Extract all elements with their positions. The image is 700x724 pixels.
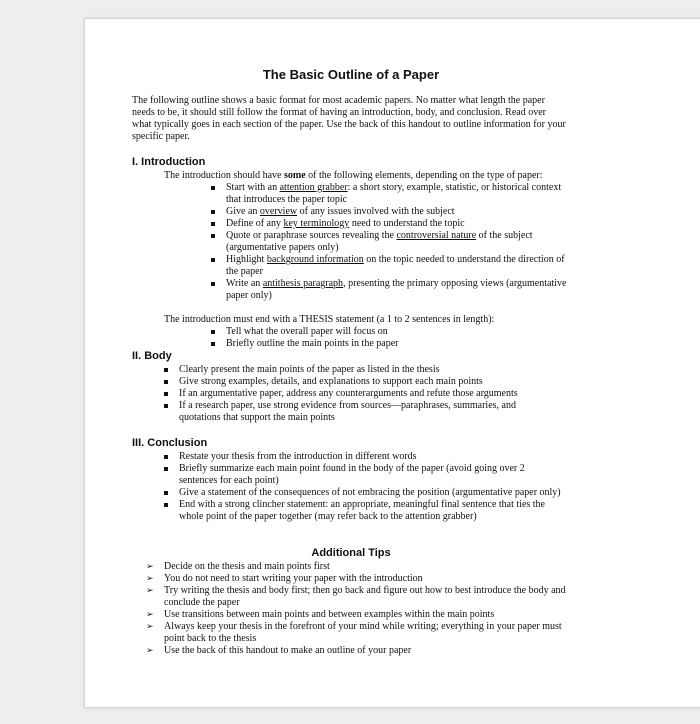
list-item: ➢ Try writing the thesis and body first; then go back and figure out how to best introduce the body and conclude the paper	[146, 585, 566, 608]
list-item: ➢ Use the back of this handout to make an outline of your paper	[146, 645, 412, 656]
conclusion-list	[164, 451, 564, 523]
intro-paragraph: The following outline shows a basic format for most academic papers. No matter what length the paper needs to be, it should still follow the format of having an introduction, body, and conclusion. Read over what typically goes in each section of the paper. Use the back of this handout to outline information for your specific paper.	[132, 95, 566, 142]
tips-list	[146, 561, 578, 657]
list-item: If an argumentative paper, address any counterarguments and refute those arguments	[164, 388, 544, 400]
body-list	[164, 364, 544, 424]
introduction-elements-list	[211, 182, 569, 302]
conclusion-heading: III. Conclusion	[132, 437, 208, 449]
list-item: Write an antithesis paragraph, presenting the primary opposing views (argumentative paper only)	[211, 278, 569, 302]
list-item: Define of any key terminology need to understand the topic	[211, 218, 569, 230]
list-item: ➢ Always keep your thesis in the forefront of your mind while writing; everything in your paper must point back to the thesis	[146, 621, 562, 644]
list-item: Briefly summarize each main point found in the body of the paper (avoid going over 2 sentences for each point)	[164, 463, 564, 487]
list-item: ➢ You do not need to start writing your paper with the introduction	[146, 573, 423, 584]
list-item: Start with an attention grabber: a short story, example, statistic, or historical context that introduces the paper topic	[211, 182, 569, 206]
list-item: Clearly present the main points of the paper as listed in the thesis	[164, 364, 544, 376]
list-item: Restate your thesis from the introduction in different words	[164, 451, 564, 463]
additional-tips-heading: Additional Tips	[311, 547, 391, 559]
list-item: Give a statement of the consequences of not embracing the position (argumentative paper only)	[164, 487, 564, 499]
document-title: The Basic Outline of a Paper	[262, 67, 440, 82]
list-item: If a research paper, use strong evidence from sources—paraphrases, summaries, and quotations that support the main points	[164, 400, 544, 424]
introduction-heading: I. Introduction	[132, 156, 206, 168]
list-item: End with a strong clincher statement: an appropriate, meaningful final sentence that ties the whole point of the paper together (may refer back to the attention grabber)	[164, 499, 564, 523]
arrow-bullet-icon: ➢	[146, 574, 154, 584]
list-item: Tell what the overall paper will focus on	[211, 326, 569, 338]
document-page	[84, 18, 700, 708]
arrow-bullet-icon: ➢	[146, 622, 154, 632]
introduction-lead: The introduction should have some of the following elements, depending on the type of paper:	[164, 170, 543, 181]
list-item: ➢ Use transitions between main points and between examples within the main points	[146, 609, 495, 620]
list-item: ➢ Decide on the thesis and main points first	[146, 561, 330, 572]
list-item: Give strong examples, details, and explanations to support each main points	[164, 376, 544, 388]
thesis-lead: The introduction must end with a THESIS statement (a 1 to 2 sentences in length):	[164, 314, 495, 325]
list-item: Briefly outline the main points in the paper	[211, 338, 569, 350]
body-heading: II. Body	[132, 350, 172, 362]
list-item: Give an overview of any issues involved with the subject	[211, 206, 569, 218]
thesis-list	[211, 326, 569, 350]
list-item: Highlight background information on the topic needed to understand the direction of the paper	[211, 254, 569, 278]
arrow-bullet-icon: ➢	[146, 586, 154, 596]
list-item: Quote or paraphrase sources revealing the controversial nature of the subject (argumentative papers only)	[211, 230, 569, 254]
arrow-bullet-icon: ➢	[146, 646, 154, 656]
arrow-bullet-icon: ➢	[146, 610, 154, 620]
arrow-bullet-icon: ➢	[146, 562, 154, 572]
